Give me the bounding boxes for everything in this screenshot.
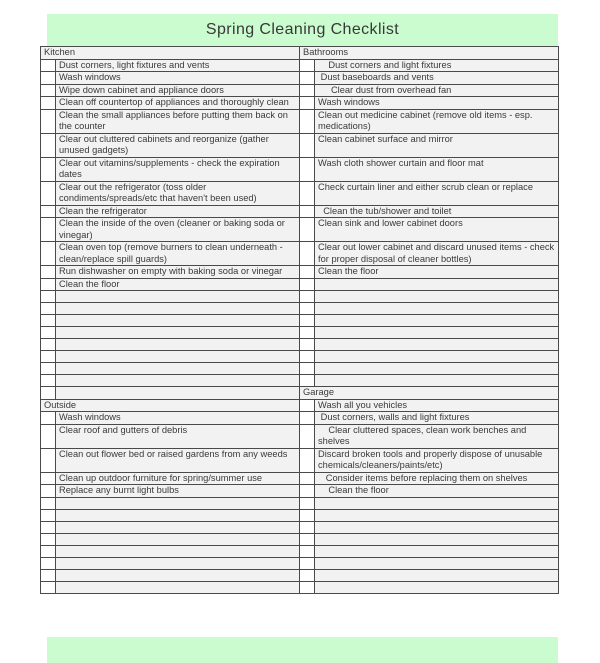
checkbox-cell[interactable] xyxy=(41,448,56,472)
item-cell xyxy=(56,375,300,387)
checklist-row xyxy=(41,497,559,509)
item-cell: Clear out cluttered cabinets and reorganize (gather unused gadgets) xyxy=(56,133,300,157)
checkbox-cell[interactable] xyxy=(41,97,56,110)
checklist-row xyxy=(41,363,559,375)
checkbox-cell[interactable] xyxy=(300,569,315,581)
checkbox-cell[interactable] xyxy=(300,84,315,97)
checkbox-cell[interactable] xyxy=(41,327,56,339)
item-cell xyxy=(56,363,300,375)
checkbox-cell[interactable] xyxy=(41,387,56,400)
checkbox-cell[interactable] xyxy=(41,218,56,242)
section-header-outside: Outside xyxy=(41,399,300,412)
checklist-row xyxy=(41,569,559,581)
section-row xyxy=(41,387,559,400)
checkbox-cell[interactable] xyxy=(300,581,315,593)
item-cell: Clean the floor xyxy=(315,266,559,279)
checkbox-cell[interactable] xyxy=(41,84,56,97)
item-cell xyxy=(56,569,300,581)
item-cell xyxy=(315,375,559,387)
item-cell: Clean out flower bed or raised gardens from any weeds xyxy=(56,448,300,472)
checkbox-cell[interactable] xyxy=(300,497,315,509)
checkbox-cell[interactable] xyxy=(41,424,56,448)
checkbox-cell[interactable] xyxy=(300,375,315,387)
checkbox-cell[interactable] xyxy=(300,509,315,521)
checkbox-cell[interactable] xyxy=(41,242,56,266)
checklist-row xyxy=(41,59,559,72)
checklist-row xyxy=(41,448,559,472)
checklist-row xyxy=(41,157,559,181)
checkbox-cell[interactable] xyxy=(300,557,315,569)
checklist-row xyxy=(41,205,559,218)
title-banner xyxy=(47,14,558,46)
checkbox-cell[interactable] xyxy=(41,363,56,375)
item-cell: Discard broken tools and properly dispose of unusable chemicals/cleaners/paints/etc) xyxy=(315,448,559,472)
item-cell: Wash windows xyxy=(56,72,300,85)
checkbox-cell[interactable] xyxy=(41,59,56,72)
checkbox-cell[interactable] xyxy=(41,533,56,545)
item-cell: Wash windows xyxy=(56,412,300,425)
checkbox-cell[interactable] xyxy=(41,72,56,85)
item-cell: Clean oven top (remove burners to clean underneath - clean/replace spill guards) xyxy=(56,242,300,266)
checkbox-cell[interactable] xyxy=(300,472,315,485)
item-cell: Clear out lower cabinet and discard unused items - check for proper disposal of cleaner bottles) xyxy=(315,242,559,266)
item-cell xyxy=(315,533,559,545)
checkbox-cell[interactable] xyxy=(300,448,315,472)
checklist-row xyxy=(41,521,559,533)
item-cell xyxy=(56,339,300,351)
checkbox-cell[interactable] xyxy=(300,363,315,375)
item-cell xyxy=(56,521,300,533)
item-cell: Dust corners, light fixtures and vents xyxy=(56,59,300,72)
checklist-row xyxy=(41,472,559,485)
item-cell: Clean the refrigerator xyxy=(56,205,300,218)
checkbox-cell[interactable] xyxy=(41,181,56,205)
checkbox-cell[interactable] xyxy=(41,412,56,425)
item-cell xyxy=(315,569,559,581)
item-cell xyxy=(56,291,300,303)
item-cell xyxy=(56,545,300,557)
checklist-row xyxy=(41,181,559,205)
checklist-row xyxy=(41,485,559,498)
checkbox-cell[interactable] xyxy=(300,109,315,133)
item-cell: Wipe down cabinet and appliance doors xyxy=(56,84,300,97)
item-cell: Clear roof and gutters of debris xyxy=(56,424,300,448)
checkbox-cell[interactable] xyxy=(41,315,56,327)
item-cell xyxy=(56,533,300,545)
checkbox-cell[interactable] xyxy=(300,315,315,327)
item-cell xyxy=(315,339,559,351)
item-cell: Consider items before replacing them on shelves xyxy=(315,472,559,485)
checklist-row xyxy=(41,339,559,351)
item-cell: Clean off countertop of appliances and thoroughly clean xyxy=(56,97,300,110)
checkbox-cell[interactable] xyxy=(300,266,315,279)
item-cell xyxy=(315,351,559,363)
checkbox-cell[interactable] xyxy=(41,557,56,569)
item-cell: Dust baseboards and vents xyxy=(315,72,559,85)
checklist-row xyxy=(41,278,559,291)
section-header-bathrooms: Bathrooms xyxy=(300,47,559,60)
item-cell xyxy=(315,278,559,291)
item-cell: Wash cloth shower curtain and floor mat xyxy=(315,157,559,181)
section-row xyxy=(41,47,559,60)
checkbox-cell[interactable] xyxy=(300,399,315,412)
checklist-row xyxy=(41,375,559,387)
footer-banner xyxy=(47,637,558,663)
checkbox-cell[interactable] xyxy=(41,485,56,498)
checkbox-cell[interactable] xyxy=(300,545,315,557)
checkbox-cell[interactable] xyxy=(41,521,56,533)
checklist-table xyxy=(40,46,559,594)
item-cell: Clear out vitamins/supplements - check the expiration dates xyxy=(56,157,300,181)
checkbox-cell[interactable] xyxy=(300,218,315,242)
item-cell xyxy=(56,557,300,569)
item-cell xyxy=(56,303,300,315)
checkbox-cell[interactable] xyxy=(41,509,56,521)
checklist-row xyxy=(41,242,559,266)
checkbox-cell[interactable] xyxy=(300,351,315,363)
checkbox-cell[interactable] xyxy=(300,278,315,291)
section-row xyxy=(41,399,559,412)
item-cell xyxy=(56,509,300,521)
checkbox-cell[interactable] xyxy=(300,291,315,303)
checkbox-cell[interactable] xyxy=(300,327,315,339)
checklist-row xyxy=(41,412,559,425)
checkbox-cell[interactable] xyxy=(41,109,56,133)
checkbox-cell[interactable] xyxy=(300,59,315,72)
item-cell xyxy=(315,327,559,339)
item-cell: Clean cabinet surface and mirror xyxy=(315,133,559,157)
checkbox-cell[interactable] xyxy=(300,97,315,110)
checklist-row xyxy=(41,581,559,593)
checkbox-cell[interactable] xyxy=(41,278,56,291)
checklist-row xyxy=(41,533,559,545)
item-cell xyxy=(315,497,559,509)
checkbox-cell[interactable] xyxy=(41,303,56,315)
item-cell: Clean the tub/shower and toilet xyxy=(315,205,559,218)
item-cell xyxy=(315,291,559,303)
item-cell xyxy=(56,351,300,363)
checklist-row xyxy=(41,72,559,85)
item-cell: Clean out medicine cabinet (remove old items - esp. medications) xyxy=(315,109,559,133)
item-cell: Dust corners, walls and light fixtures xyxy=(315,412,559,425)
item-cell xyxy=(56,387,300,400)
checkbox-cell[interactable] xyxy=(300,521,315,533)
item-cell xyxy=(315,303,559,315)
item-cell: Check curtain liner and either scrub clean or replace xyxy=(315,181,559,205)
item-cell xyxy=(315,521,559,533)
item-cell xyxy=(315,363,559,375)
item-cell: Clean sink and lower cabinet doors xyxy=(315,218,559,242)
item-cell: Clean the floor xyxy=(315,485,559,498)
item-cell: Wash all you vehicles xyxy=(315,399,559,412)
checklist-table-body xyxy=(41,47,559,594)
checkbox-cell[interactable] xyxy=(300,485,315,498)
section-header-garage: Garage xyxy=(300,387,559,400)
item-cell xyxy=(315,315,559,327)
item-cell: Clean the small appliances before putting them back on the counter xyxy=(56,109,300,133)
item-cell xyxy=(315,581,559,593)
item-cell xyxy=(56,497,300,509)
checkbox-cell[interactable] xyxy=(41,205,56,218)
checkbox-cell[interactable] xyxy=(300,424,315,448)
item-cell xyxy=(56,315,300,327)
checklist-row xyxy=(41,545,559,557)
checkbox-cell[interactable] xyxy=(41,351,56,363)
checkbox-cell[interactable] xyxy=(41,291,56,303)
item-cell: Clear out the refrigerator (toss older condiments/spreads/etc that haven't been used) xyxy=(56,181,300,205)
item-cell xyxy=(56,581,300,593)
checkbox-cell[interactable] xyxy=(300,157,315,181)
item-cell: Clear cluttered spaces, clean work benches and shelves xyxy=(315,424,559,448)
checklist-row xyxy=(41,303,559,315)
checklist-row xyxy=(41,424,559,448)
item-cell xyxy=(315,545,559,557)
item-cell: Run dishwasher on empty with baking soda or vinegar xyxy=(56,266,300,279)
item-cell xyxy=(315,557,559,569)
checkbox-cell[interactable] xyxy=(300,303,315,315)
section-header-kitchen: Kitchen xyxy=(41,47,300,60)
checkbox-cell[interactable] xyxy=(41,569,56,581)
item-cell: Clean up outdoor furniture for spring/summer use xyxy=(56,472,300,485)
checklist-row xyxy=(41,291,559,303)
checklist-row xyxy=(41,327,559,339)
checklist-row xyxy=(41,557,559,569)
checklist-row xyxy=(41,351,559,363)
checkbox-cell[interactable] xyxy=(41,133,56,157)
item-cell: Wash windows xyxy=(315,97,559,110)
item-cell: Dust corners and light fixtures xyxy=(315,59,559,72)
checklist-row xyxy=(41,218,559,242)
checkbox-cell[interactable] xyxy=(41,497,56,509)
checkbox-cell[interactable] xyxy=(300,133,315,157)
item-cell: Clean the floor xyxy=(56,278,300,291)
checkbox-cell[interactable] xyxy=(41,266,56,279)
checklist-row xyxy=(41,84,559,97)
item-cell: Clean the inside of the oven (cleaner or baking soda or vinegar) xyxy=(56,218,300,242)
checklist-row xyxy=(41,315,559,327)
checkbox-cell[interactable] xyxy=(300,242,315,266)
checkbox-cell[interactable] xyxy=(300,412,315,425)
checklist-row xyxy=(41,509,559,521)
checkbox-cell[interactable] xyxy=(300,72,315,85)
checkbox-cell[interactable] xyxy=(41,581,56,593)
item-cell xyxy=(315,509,559,521)
checklist-row xyxy=(41,266,559,279)
checklist-row xyxy=(41,133,559,157)
checklist-row xyxy=(41,97,559,110)
item-cell xyxy=(56,327,300,339)
checkbox-cell[interactable] xyxy=(41,472,56,485)
checklist-row xyxy=(41,109,559,133)
checkbox-cell[interactable] xyxy=(41,157,56,181)
checkbox-cell[interactable] xyxy=(300,205,315,218)
checkbox-cell[interactable] xyxy=(300,339,315,351)
item-cell: Clear dust from overhead fan xyxy=(315,84,559,97)
page-title: Spring Cleaning Checklist xyxy=(205,21,400,38)
checkbox-cell[interactable] xyxy=(41,545,56,557)
checkbox-cell[interactable] xyxy=(300,533,315,545)
item-cell: Replace any burnt light bulbs xyxy=(56,485,300,498)
checkbox-cell[interactable] xyxy=(300,181,315,205)
checkbox-cell[interactable] xyxy=(41,339,56,351)
checkbox-cell[interactable] xyxy=(41,375,56,387)
